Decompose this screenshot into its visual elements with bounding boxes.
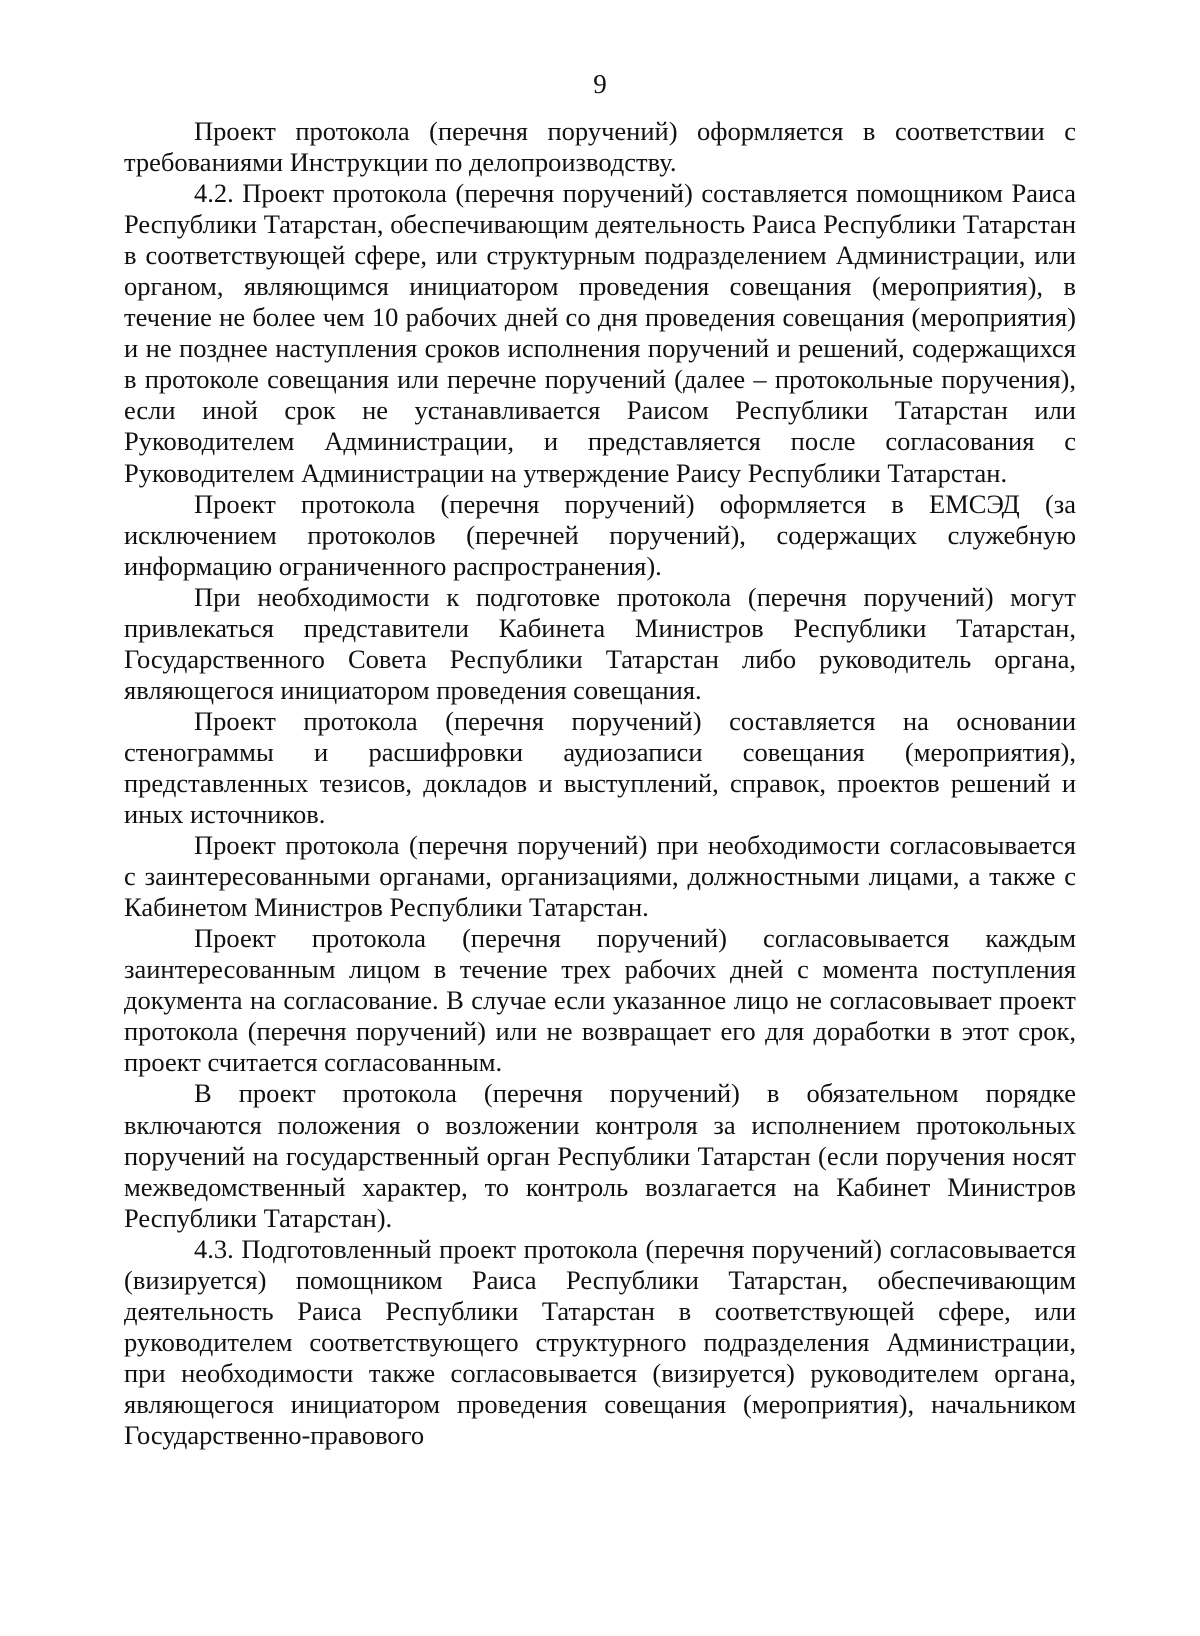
paragraph-coordination: Проект протокола (перечня поручений) при необходимости согласовывается с заинтересованными органами, организациями, должностными лицами, а также с Кабинетом Министров Республики Татарстан. — [124, 830, 1076, 923]
paragraph-emsed: Проект протокола (перечня поручений) оформляется в ЕМСЭД (за исключением протоколов (перечней поручений), содержащих служебную информацию ограниченного распространения). — [124, 488, 1076, 581]
paragraph-protocol-formatting: Проект протокола (перечня поручений) оформляется в соответствии с требованиями Инструкции по делопроизводству. — [124, 116, 1076, 178]
paragraph-three-days: Проект протокола (перечня поручений) согласовывается каждым заинтересованным лицом в течение трех рабочих дней с момента поступления документа на согласование. В случае если указанное лицо не согласовывает проект протокола (перечня поручений) или не возвращает его для доработки в этот срок, проект считается согласованным. — [124, 923, 1076, 1078]
paragraph-representatives: При необходимости к подготовке протокола (перечня поручений) могут привлекаться представители Кабинета Министров Республики Татарстан, Государственного Совета Республики Татарстан либо руководитель органа, являющегося инициатором проведения совещания. — [124, 581, 1076, 705]
document-body — [124, 116, 1076, 1451]
paragraph-control-provisions: В проект протокола (перечня поручений) в обязательном порядке включаются положения о возложении контроля за исполнением протокольных поручений на государственный орган Республики Татарстан (если поручения носят межведомственный характер, то контроль возлагается на Кабинет Министров Республики Татарстан). — [124, 1078, 1076, 1233]
paragraph-4-3-approval: 4.3. Подготовленный проект протокола (перечня поручений) согласовывается (визируется) помощником Раиса Республики Татарстан, обеспечивающим деятельность Раиса Республики Татарстан в соответствующей сфере, или руководителем соответствующего структурного подразделения Администрации, при необходимости также согласовывается (визируется) руководителем органа, являющегося инициатором проведения совещания (мероприятия), начальником Государственно-правового — [124, 1233, 1076, 1450]
paragraph-sources: Проект протокола (перечня поручений) составляется на основании стенограммы и расшифровки аудиозаписи совещания (мероприятия), представленных тезисов, докладов и выступлений, справок, проектов решений и иных источников. — [124, 705, 1076, 830]
page-number: 9 — [593, 69, 607, 99]
paragraph-4-2-drafting: 4.2. Проект протокола (перечня поручений) составляется помощником Раиса Республики Татарстан, обеспечивающим деятельность Раиса Республики Татарстан в соответствующей сфере, или структурным подразделением Администрации, или органом, являющимся инициатором проведения совещания (мероприятия), в течение не более чем 10 рабочих дней со дня проведения совещания (мероприятия) и не позднее наступления сроков исполнения поручений и решений, содержащихся в протоколе совещания или перечне поручений (далее – протокольные поручения), если иной срок не устанавливается Раисом Республики Татарстан или Руководителем Администрации, и представляется после согласования с Руководителем Администрации на утверждение Раису Республики Татарстан. — [124, 178, 1076, 488]
